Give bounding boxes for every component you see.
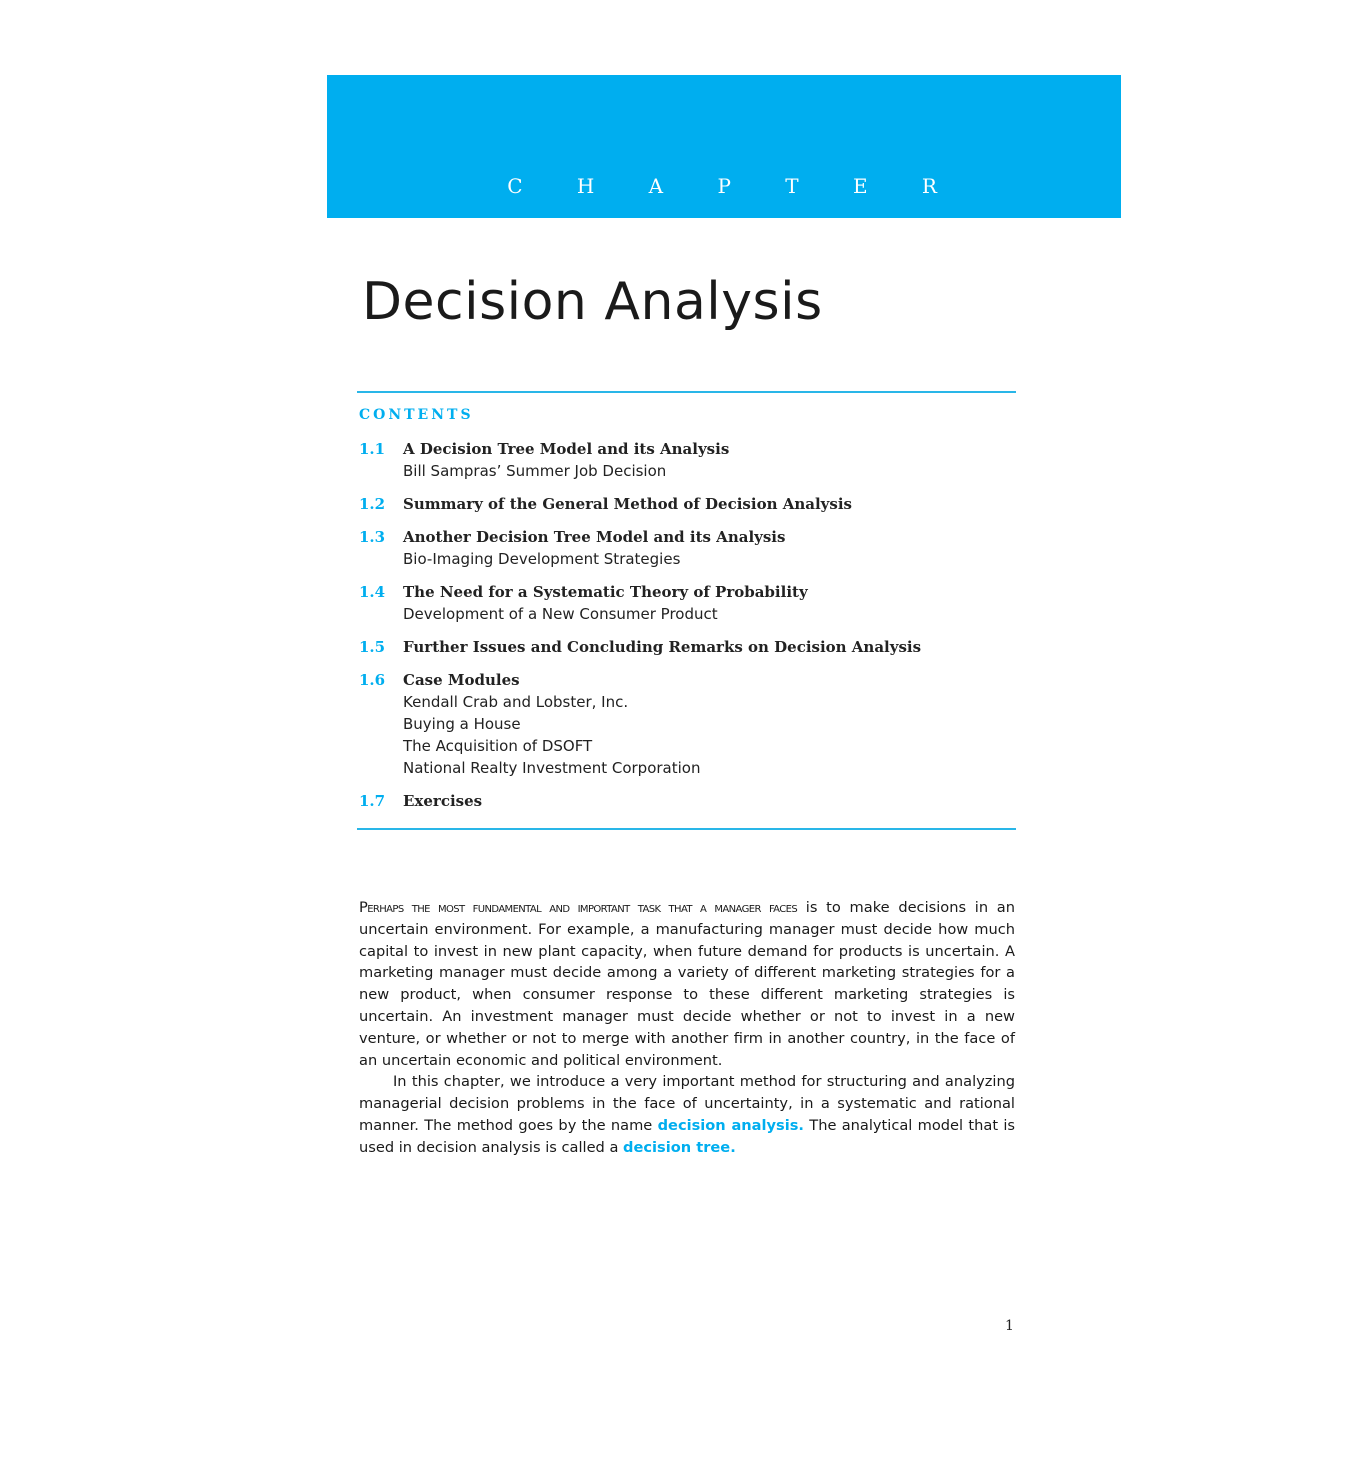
toc-entry-number: 1.1 (359, 440, 386, 458)
toc-entry (359, 526, 1019, 570)
toc-entry (359, 438, 1019, 482)
toc-entry (359, 581, 1019, 625)
table-of-contents (359, 438, 1019, 823)
intro-paragraph-2 (359, 1071, 1015, 1158)
toc-entry (359, 636, 1019, 658)
toc-entry-title: Case Modules (403, 671, 520, 689)
toc-entry-number: 1.7 (359, 792, 386, 810)
toc-entry-number: 1.4 (359, 583, 386, 601)
intro-paragraph-2-text-b: The analytical model that is used in decision analysis is called a (359, 1116, 1016, 1156)
toc-entry-number: 1.6 (359, 671, 386, 689)
toc-entry (359, 493, 1019, 515)
toc-entry-title: The Need for a Systematic Theory of Probability (403, 583, 808, 601)
contents-bottom-rule (357, 828, 1016, 830)
intro-paragraph-2-text-a: In this chapter, we introduce a very important method for structuring and analyzing managerial decision problems in the face of uncertainty, in a systematic and rational manner. The method goes by the name (359, 1073, 1015, 1134)
toc-entry-title: Further Issues and Concluding Remarks on Decision Analysis (403, 638, 922, 656)
toc-entry-number: 1.5 (359, 638, 386, 656)
toc-entry-number: 1.3 (359, 528, 386, 546)
toc-entry-subtitle: The Acquisition of DSOFT (403, 737, 593, 755)
intro-lead-in: Perhaps the most fundamental and important task that a manager faces (359, 899, 798, 916)
toc-entry-number: 1.2 (359, 495, 386, 513)
toc-entry-subtitle: Bill Sampras’ Summer Job Decision (403, 462, 667, 480)
key-term-decision-tree: decision tree. (623, 1138, 736, 1156)
toc-entry-title: A Decision Tree Model and its Analysis (403, 440, 730, 458)
toc-entry-title: Exercises (403, 792, 483, 810)
chapter-number-badge: 1 (1310, 164, 1348, 202)
chapter-intro (359, 897, 1015, 1159)
toc-entry (359, 790, 1019, 812)
toc-entry-subtitle: Development of a New Consumer Product (403, 605, 718, 623)
toc-entry-title: Summary of the General Method of Decision Analysis (403, 495, 852, 513)
toc-entry (359, 669, 1019, 779)
page-number: 1 (1005, 1318, 1014, 1334)
contents-heading: CONTENTS (359, 407, 474, 423)
contents-top-rule (357, 391, 1016, 393)
toc-entry-subtitle: Bio-Imaging Development Strategies (403, 550, 681, 568)
intro-paragraph-1 (359, 897, 1015, 1071)
key-term-decision-analysis: decision analysis. (657, 1116, 804, 1134)
toc-entry-subtitle: Kendall Crab and Lobster, Inc. (403, 693, 629, 711)
chapter-banner (327, 75, 1337, 218)
chapter-label: C H A P T E R (507, 174, 961, 198)
toc-entry-title: Another Decision Tree Model and its Analysis (403, 528, 786, 546)
toc-entry-subtitle: National Realty Investment Corporation (403, 759, 701, 777)
intro-paragraph-1-text: is to make decisions in an uncertain environment. For example, a manufacturing manager must decide how much capital to invest in new plant capacity, when future demand for products is uncertain. A marketing manager must decide among a variety of different marketing strategies for a new product, when consumer response to these different marketing strategies is uncertain. An investment manager must decide whether or not to invest in a new venture, or whether or not to merge with another firm in another country, in the face of an uncertain economic and political environment. (359, 899, 1015, 1069)
toc-entry-subtitle: Buying a House (403, 715, 521, 733)
chapter-title: Decision Analysis (362, 272, 823, 332)
